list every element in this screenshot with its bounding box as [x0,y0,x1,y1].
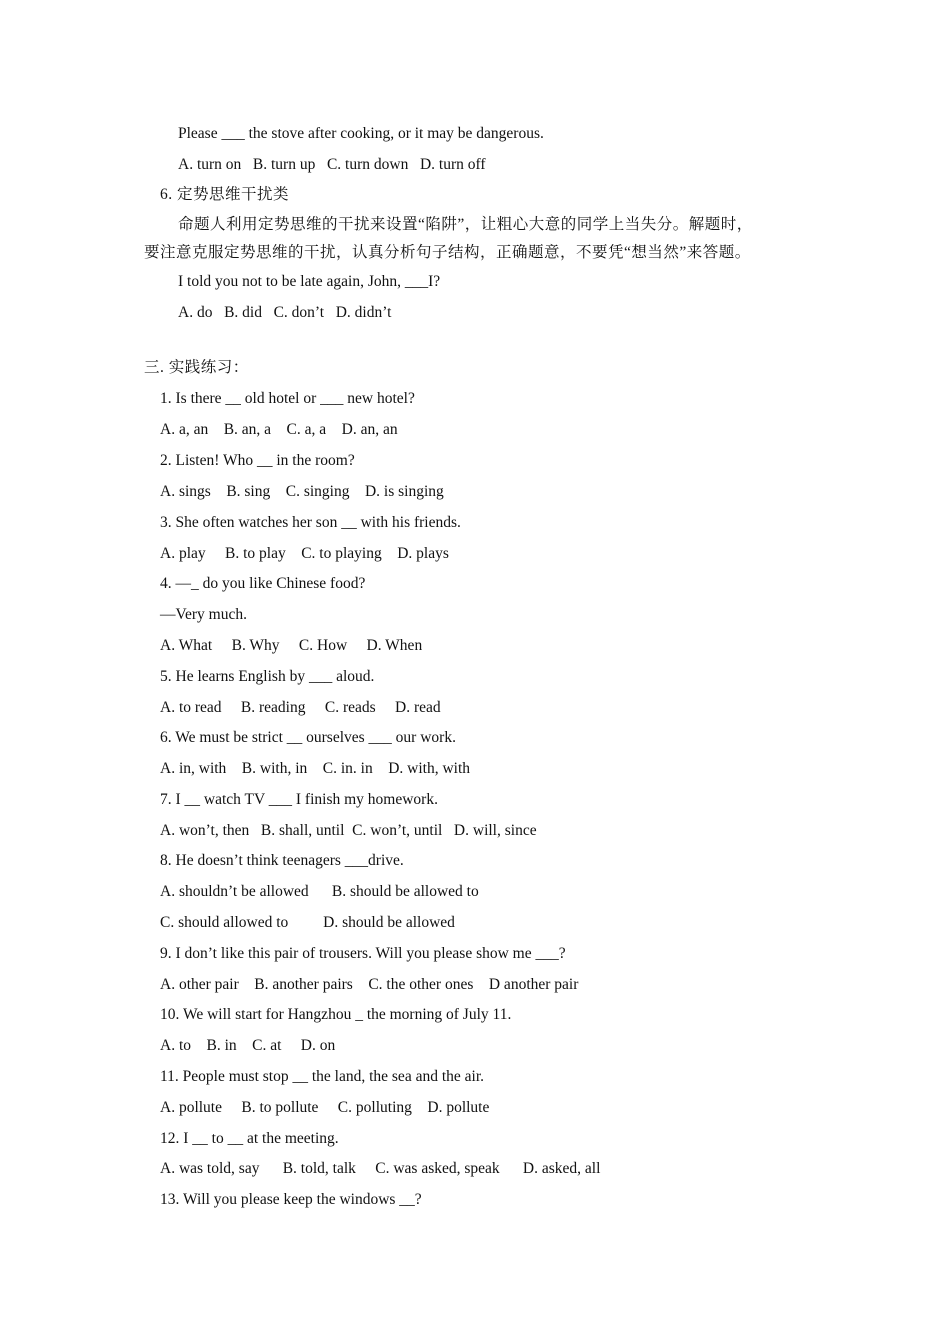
practice-line: A. play B. to play C. to playing D. plays [160,545,449,562]
practice-line: C. should allowed to D. should be allowed [160,914,455,931]
practice-line: A. shouldn’t be allowed B. should be allowed to [160,883,479,900]
practice-line: A. pollute B. to pollute C. polluting D. pollute [160,1099,490,1116]
practice-line: A. other pair B. another pairs C. the other ones D another pair [160,976,579,993]
practice-line: A. won’t, then B. shall, until C. won’t, until D. will, since [160,822,537,839]
practice-line: 10. We will start for Hangzhou _ the morning of July 11. [160,1006,512,1023]
practice-line: 13. Will you please keep the windows __? [160,1191,422,1208]
example-question-6: I told you not to be late again, John, ___I? [178,273,441,290]
practice-line: A. in, with B. with, in C. in. in D. with, with [160,760,471,777]
section-6-title: 6. 定势思维干扰类 [160,186,290,203]
practice-line: 9. I don’t like this pair of trousers. Will you please show me ___? [160,945,566,962]
practice-line: 2. Listen! Who __ in the room? [160,452,355,469]
practice-line: 8. He doesn’t think teenagers ___drive. [160,852,404,869]
practice-line: A. to B. in C. at D. on [160,1037,336,1054]
practice-line: A. What B. Why C. How D. When [160,637,423,654]
section-6-paragraph-line1: 命题人利用定势思维的干扰来设置“陷阱”，让粗心大意的同学上当失分。解题时， [178,216,753,233]
example-options-6: A. do B. did C. don’t D. didn’t [178,304,392,321]
practice-line: A. to read B. reading C. reads D. read [160,699,441,716]
practice-line: 5. He learns English by ___ aloud. [160,668,375,685]
practice-line: A. was told, say B. told, talk C. was asked, speak D. asked, all [160,1160,601,1177]
practice-line: 7. I __ watch TV ___ I finish my homework. [160,791,438,808]
practice-line: A. a, an B. an, a C. a, a D. an, an [160,421,398,438]
practice-line: 12. I __ to __ at the meeting. [160,1130,339,1147]
practice-line: 1. Is there __ old hotel or ___ new hotel? [160,390,415,407]
practice-line: —Very much. [160,606,247,623]
practice-line: 11. People must stop __ the land, the sea and the air. [160,1068,485,1085]
practice-line: 4. —_ do you like Chinese food? [160,575,366,592]
example-question-5: Please ___ the stove after cooking, or it may be dangerous. [178,125,544,142]
practice-line: A. sings B. sing C. singing D. is singing [160,483,444,500]
practice-heading: 三. 实践练习： [144,359,249,376]
example-options-5: A. turn on B. turn up C. turn down D. turn off [178,156,486,173]
practice-line: 3. She often watches her son __ with his friends. [160,514,461,531]
section-6-paragraph-line2: 要注意克服定势思维的干扰，认真分析句子结构，正确题意，不要凭“想当然”来答题。 [144,244,751,261]
practice-line: 6. We must be strict __ ourselves ___ our work. [160,729,456,746]
